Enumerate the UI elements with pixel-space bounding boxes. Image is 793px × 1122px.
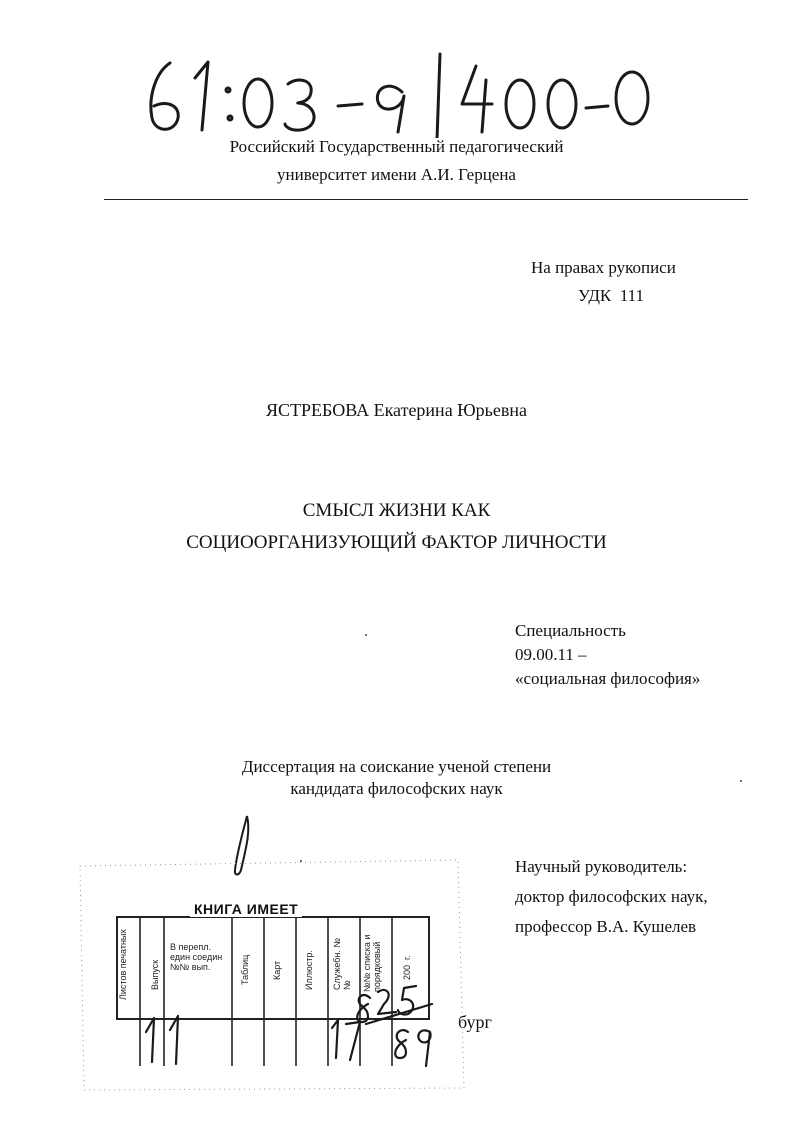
- stamp-col-illustrations: Иллюстр.: [304, 950, 314, 990]
- stamp-col-pages: Листов печатных: [118, 929, 128, 1000]
- scan-speck: [365, 634, 367, 636]
- handwritten-call-number: [140, 48, 660, 138]
- stamp-handwritten-values: [116, 980, 456, 1080]
- degree-line-2: кандидата философских наук: [290, 779, 503, 798]
- city-fragment: бург: [458, 1012, 492, 1032]
- organization-line-1: Российский Государственный педагогический: [229, 137, 564, 156]
- stamp-col-maps: Карт: [272, 960, 282, 980]
- supervisor-degree: доктор философских наук,: [515, 887, 708, 906]
- title-line-2: СОЦИООРГАНИЗУЮЩИЙ ФАКТОР ЛИЧНОСТИ: [186, 532, 607, 553]
- stamp-col-binding: В перепл. един соедин №№ вып.: [170, 942, 223, 972]
- supervisor-name: профессор В.А. Кушелев: [515, 917, 697, 936]
- degree-statement: [0, 756, 793, 800]
- scan-speck: [740, 780, 742, 782]
- stamp-col-list-numbers: №№ списка и порядковый: [362, 934, 382, 992]
- scan-speck: [300, 860, 302, 862]
- stamp-header: КНИГА ИМЕЕТ: [190, 901, 302, 917]
- dissertation-title: [0, 495, 793, 559]
- specialty-label: Специальность: [515, 621, 626, 640]
- specialty-name: «социальная философия»: [515, 669, 701, 688]
- title-line-1: СМЫСЛ ЖИЗНИ КАК: [302, 500, 491, 521]
- supervisor-block: [515, 852, 708, 942]
- stamp-col-service: Служебн. №№: [332, 937, 352, 990]
- organization-block: [0, 133, 793, 189]
- specialty-block: [515, 619, 700, 691]
- header-divider: [104, 199, 748, 200]
- stamp-col-year: 200 г.: [402, 955, 412, 980]
- udk-code: УДК 111: [578, 286, 644, 305]
- specialty-code: 09.00.11 –: [515, 645, 587, 664]
- organization-line-2: университет имени А.И. Герцена: [277, 165, 516, 184]
- stamp-col-tables: Таблиц: [240, 954, 250, 985]
- manuscript-rights-label: На правах рукописи: [531, 258, 676, 277]
- stamp-col-issue: Выпуск: [150, 959, 160, 990]
- degree-line-1: Диссертация на соискание ученой степени: [241, 757, 552, 776]
- author-name: ЯСТРЕБОВА Екатерина Юрьевна: [265, 400, 528, 420]
- supervisor-label: Научный руководитель:: [515, 857, 688, 876]
